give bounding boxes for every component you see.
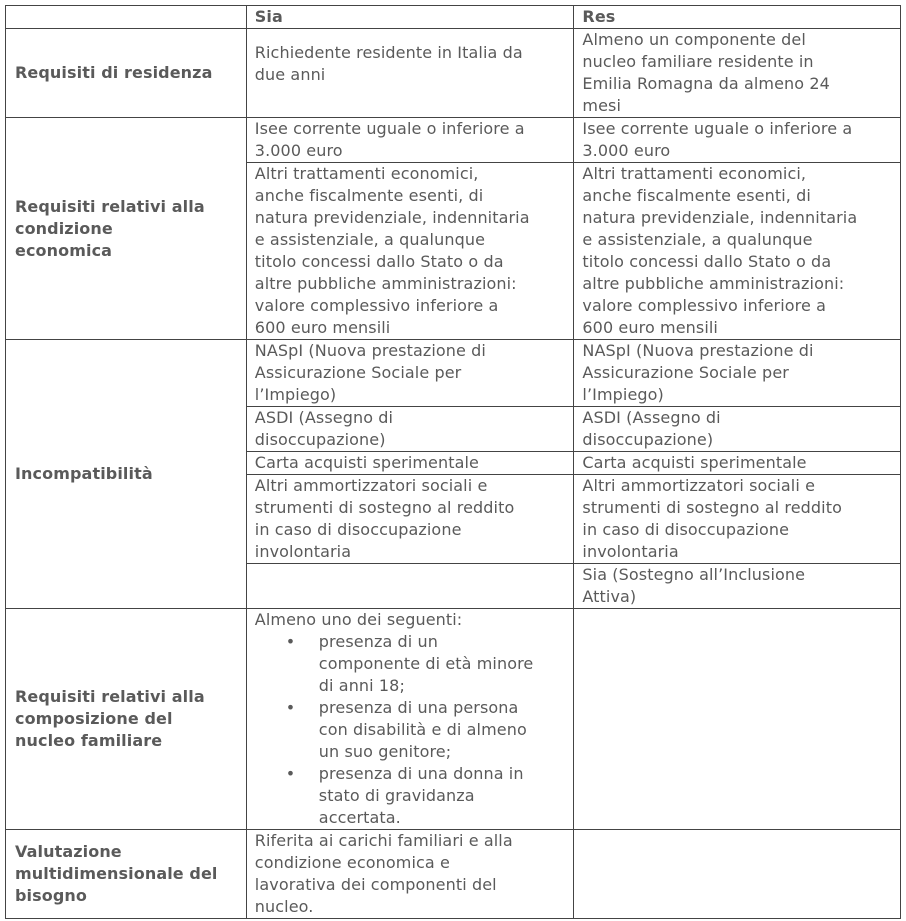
asdi-sia: ASDI (Assegno di disoccupazione) (246, 407, 574, 452)
isee-res: Isee corrente uguale o inferiore a 3.000 euro (574, 118, 901, 163)
composizione-intro: Almeno uno dei seguenti: (254, 610, 463, 629)
sia-res: Sia (Sostegno all’Inclusione Attiva) (574, 564, 901, 609)
altri-trattamenti-sia: Altri trattamenti economici, anche fiscalmente esenti, di natura previdenziale, indennitaria e assistenziale, a qualunque titolo concessi dallo Stato o da altre pubbliche amministrazioni: valore complessivo inferiore a 600 euro mensili (246, 163, 574, 340)
list-item: • presenza di una persona con disabilità e di almeno un suo genitore; (319, 697, 574, 763)
header-row (6, 6, 901, 29)
sia-sia (246, 564, 574, 609)
list-item: • presenza di una donna in stato di gravidanza accertata. (319, 763, 574, 829)
label-economica: Requisiti relativi alla condizione economica (6, 118, 247, 340)
residenza-res: Almeno un componente del nucleo familiare residente in Emilia Romagna da almeno 24 mesi (574, 29, 901, 118)
header-empty (6, 6, 247, 29)
ammortizzatori-sia: Altri ammortizzatori sociali e strumenti di sostegno al reddito in caso di disoccupazione involontaria (246, 475, 574, 564)
composizione-sia (246, 609, 574, 830)
label-incompatibilita: Incompatibilità (6, 340, 247, 609)
residenza-sia: Richiedente residente in Italia da due anni (246, 29, 574, 118)
naspi-sia: NASpI (Nuova prestazione di Assicurazione Sociale per l’Impiego) (246, 340, 574, 407)
row-valutazione (6, 830, 901, 919)
label-composizione: Requisiti relativi alla composizione del nucleo familiare (6, 609, 247, 830)
header-sia: Sia (246, 6, 574, 29)
valutazione-res (574, 830, 901, 919)
label-residenza: Requisiti di residenza (6, 29, 247, 118)
header-res: Res (574, 6, 901, 29)
requirements-table (5, 5, 901, 919)
valutazione-sia: Riferita ai carichi familiari e alla condizione economica e lavorativa dei componenti del nucleo. (246, 830, 574, 919)
ammortizzatori-res: Altri ammortizzatori sociali e strumenti di sostegno al reddito in caso di disoccupazione involontaria (574, 475, 901, 564)
carta-sia: Carta acquisti sperimentale (246, 452, 574, 475)
row-economica-isee (6, 118, 901, 163)
naspi-res: NASpI (Nuova prestazione di Assicurazione Sociale per l’Impiego) (574, 340, 901, 407)
composizione-res (574, 609, 901, 830)
row-composizione (6, 609, 901, 830)
composizione-list (255, 631, 574, 829)
list-item: • presenza di un componente di età minore di anni 18; (319, 631, 574, 697)
asdi-res: ASDI (Assegno di disoccupazione) (574, 407, 901, 452)
altri-trattamenti-res: Altri trattamenti economici, anche fiscalmente esenti, di natura previdenziale, indennitaria e assistenziale, a qualunque titolo concessi dallo Stato o da altre pubbliche amministrazioni: valore complessivo inferiore a 600 euro mensili (574, 163, 901, 340)
isee-sia: Isee corrente uguale o inferiore a 3.000 euro (246, 118, 574, 163)
row-residenza (6, 29, 901, 118)
label-valutazione: Valutazione multidimensionale del bisogno (6, 830, 247, 919)
row-incomp-naspi (6, 340, 901, 407)
carta-res: Carta acquisti sperimentale (574, 452, 901, 475)
